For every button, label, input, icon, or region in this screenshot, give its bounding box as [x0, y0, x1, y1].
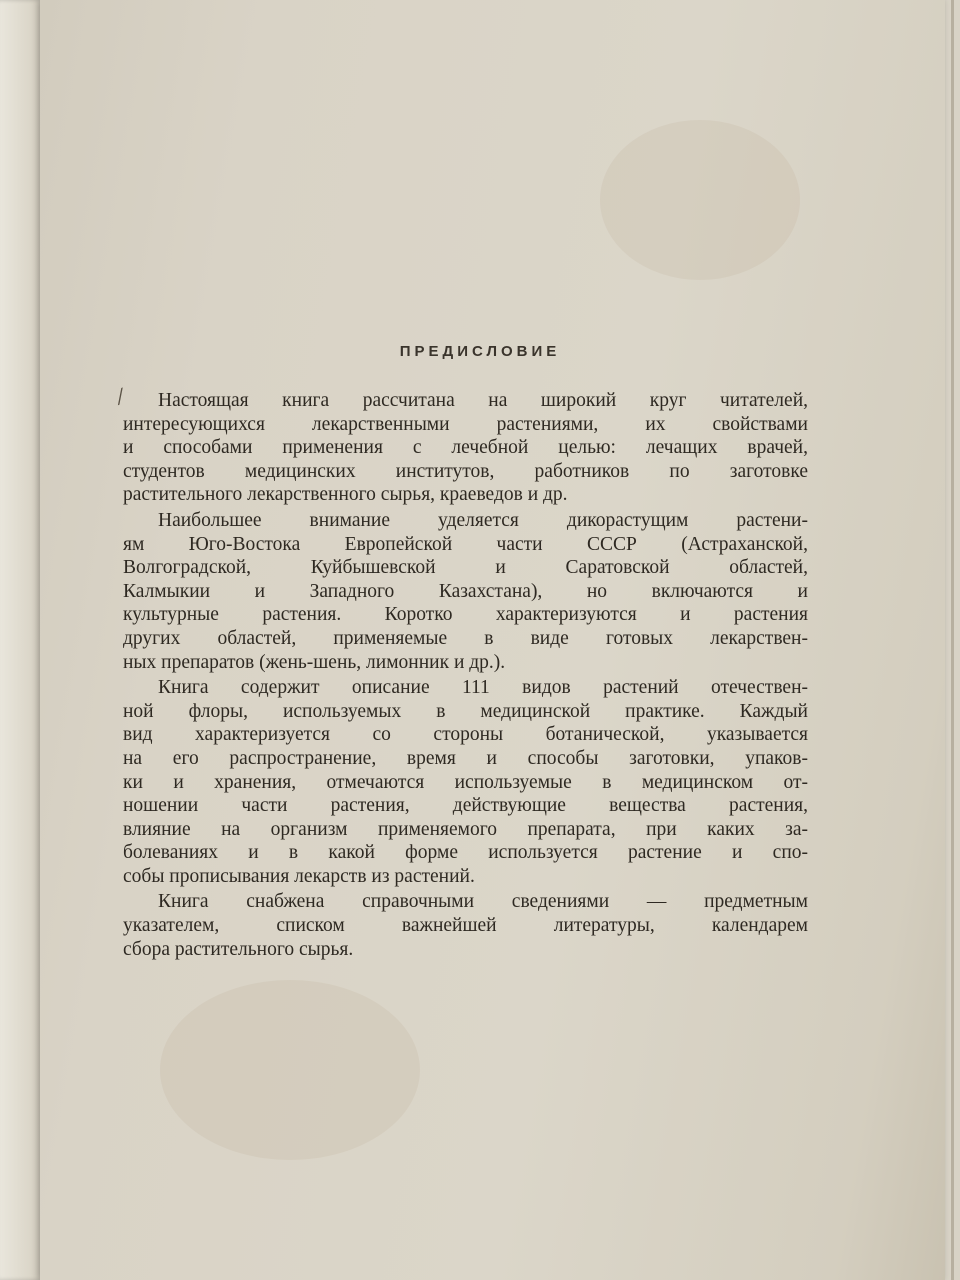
- text-line: ям Юго-Востока Европейской части СССР (Астраханской,: [123, 533, 808, 555]
- text-line: Волгоградской, Куйбышевской и Саратовской областей,: [123, 557, 808, 579]
- paragraph-1: [123, 389, 808, 507]
- page-title: ПРЕДИСЛОВИЕ: [399, 343, 561, 360]
- text-line: болеваниях и в какой форме используется растение и спо-: [123, 842, 808, 864]
- text-line: указателем, списком важнейшей литературы, календарем: [123, 915, 808, 937]
- text-line: ных препаратов (жень-шень, лимонник и др.).: [123, 651, 506, 673]
- text-line: сбора растительного сырья.: [123, 938, 354, 960]
- text-line: Настоящая книга рассчитана на широкий круг читателей,: [158, 390, 808, 411]
- page-stain: [600, 120, 800, 280]
- text-line: влияние на организм применяемого препарата, при каких за-: [123, 818, 808, 840]
- text-line: интересующихся лекарственными растениями, их свойствами: [123, 413, 808, 435]
- pencil-mark-icon: ⁄: [114, 384, 127, 409]
- text-line: других областей, применяемые в виде готовых лекарствен-: [123, 627, 808, 649]
- page-stain: [160, 980, 420, 1160]
- text-line: ной флоры, используемых в медицинской практике. Каждый: [123, 700, 808, 722]
- text-line: ки и хранения, отмечаются используемые в медицинском от-: [123, 771, 808, 793]
- text-line: ношении части растения, действующие вещества растения,: [123, 795, 808, 817]
- text-line: Книга содержит описание 111 видов растений отечествен-: [158, 677, 808, 699]
- preface-text: [123, 389, 808, 961]
- paragraph-3: [123, 676, 808, 888]
- text-line: Книга снабжена справочными сведениями — предметным: [158, 891, 808, 913]
- text-line: Наибольшее внимание уделяется дикорастущим растени-: [158, 509, 808, 531]
- text-line: вид характеризуется со стороны ботанической, указывается: [123, 724, 808, 746]
- text-line: растительного лекарственного сырья, краеведов и др.: [123, 484, 568, 506]
- text-line: собы прописывания лекарств из растений.: [123, 865, 475, 887]
- text-line: культурные растения. Коротко характеризуются и растения: [123, 604, 808, 626]
- paragraph-4: [123, 890, 808, 961]
- text-line: студентов медицинских институтов, работников по заготовке: [123, 460, 808, 482]
- text-line: Калмыкии и Западного Казахстана), но включаются и: [123, 580, 808, 602]
- paragraph-2: [123, 509, 808, 674]
- text-line: на его распространение, время и способы заготовки, упаков-: [123, 747, 808, 769]
- text-line: и способами применения с лечебной целью: лечащих врачей,: [123, 437, 808, 459]
